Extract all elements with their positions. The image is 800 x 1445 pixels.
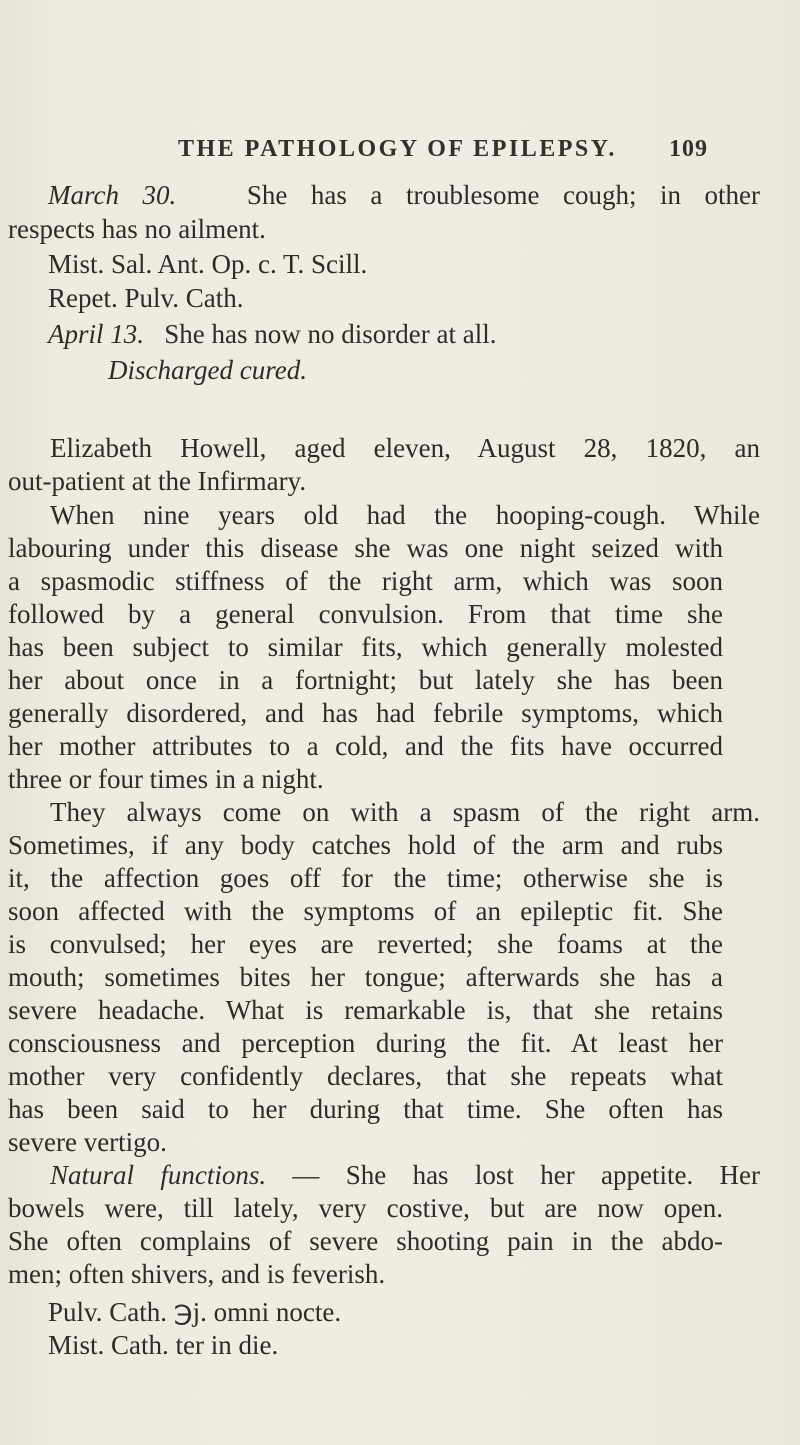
fits-line: soon affected with the symptoms of an epileptic fit. She [8, 896, 723, 926]
fits-line: severe vertigo. [8, 1127, 167, 1157]
natural-functions-line: She often complains of severe shooting pain in the abdo- [8, 1226, 723, 1256]
natural-functions-line: men; often shivers, and is feverish. [8, 1259, 386, 1289]
march-date: March 30. [48, 180, 177, 210]
page-number: 109 [669, 136, 708, 162]
fits-line: mouth; sometimes bites her tongue; afterwards she has a [8, 962, 723, 992]
fits-line: it, the affection goes off for the time; otherwise she is [8, 863, 723, 893]
fits-line: is convulsed; her eyes are reverted; she foams at the [8, 929, 723, 959]
natural-functions-heading: Natural functions. [50, 1160, 267, 1190]
natural-functions-line-1 [50, 1160, 760, 1192]
history-line: a spasmodic stiffness of the right arm, which was soon [8, 566, 723, 596]
discharge-outcome: Discharged cured. [108, 355, 307, 385]
march-entry-line-1 [48, 180, 760, 212]
case-intro-line-2: out-patient at the Infirmary. [8, 466, 307, 496]
natural-functions-line: bowels were, till lately, very costive, but are now open. [8, 1193, 723, 1223]
march-entry-line-2: respects has no ailment. [8, 214, 266, 244]
april-entry-line [48, 319, 496, 350]
fits-line: severe headache. What is remarkable is, that she retains [8, 995, 723, 1025]
fits-line: has been said to her during that time. She often has [8, 1094, 723, 1124]
april-text: She has now no disorder at all. [164, 319, 497, 349]
history-line: her about once in a fortnight; but lately she has been [8, 665, 723, 695]
history-line: labouring under this disease she was one night seized with [8, 533, 723, 563]
page-header [178, 136, 708, 170]
history-line: generally disordered, and has had febrile symptoms, which [8, 698, 723, 728]
history-line: her mother attributes to a cold, and the fits have occurred [8, 731, 723, 761]
history-line: followed by a general convulsion. From that time she [8, 599, 723, 629]
running-title: THE PATHOLOGY OF EPILEPSY. [178, 136, 617, 162]
history-line: When nine years old had the hooping-cough. While [50, 500, 760, 530]
fits-line: They always come on with a spasm of the right arm. [50, 797, 760, 827]
prescription-1-line-1: Mist. Sal. Ant. Op. c. T. Scill. [48, 249, 368, 279]
history-line: has been subject to similar fits, which generally molested [8, 632, 723, 662]
fits-line: mother very confidently declares, that she repeats what [8, 1061, 723, 1091]
prescription-1-line-2: Repet. Pulv. Cath. [48, 283, 244, 313]
fits-line: Sometimes, if any body catches hold of the arm and rubs [8, 830, 723, 860]
natural-functions-text: — She has lost her appetite. Her [292, 1160, 761, 1190]
april-date: April 13. [48, 319, 145, 349]
history-line: three or four times in a night. [8, 764, 324, 794]
prescription-2-line-2: Mist. Cath. ter in die. [48, 1330, 279, 1360]
march-text: She has a troublesome cough; in other [246, 180, 760, 210]
fits-line: consciousness and perception during the fit. At least her [8, 1028, 723, 1058]
prescription-2-line-1: Pulv. Cath. ℈j. omni nocte. [48, 1297, 342, 1327]
case-intro-line-1: Elizabeth Howell, aged eleven, August 28, 1820, an [50, 433, 760, 463]
